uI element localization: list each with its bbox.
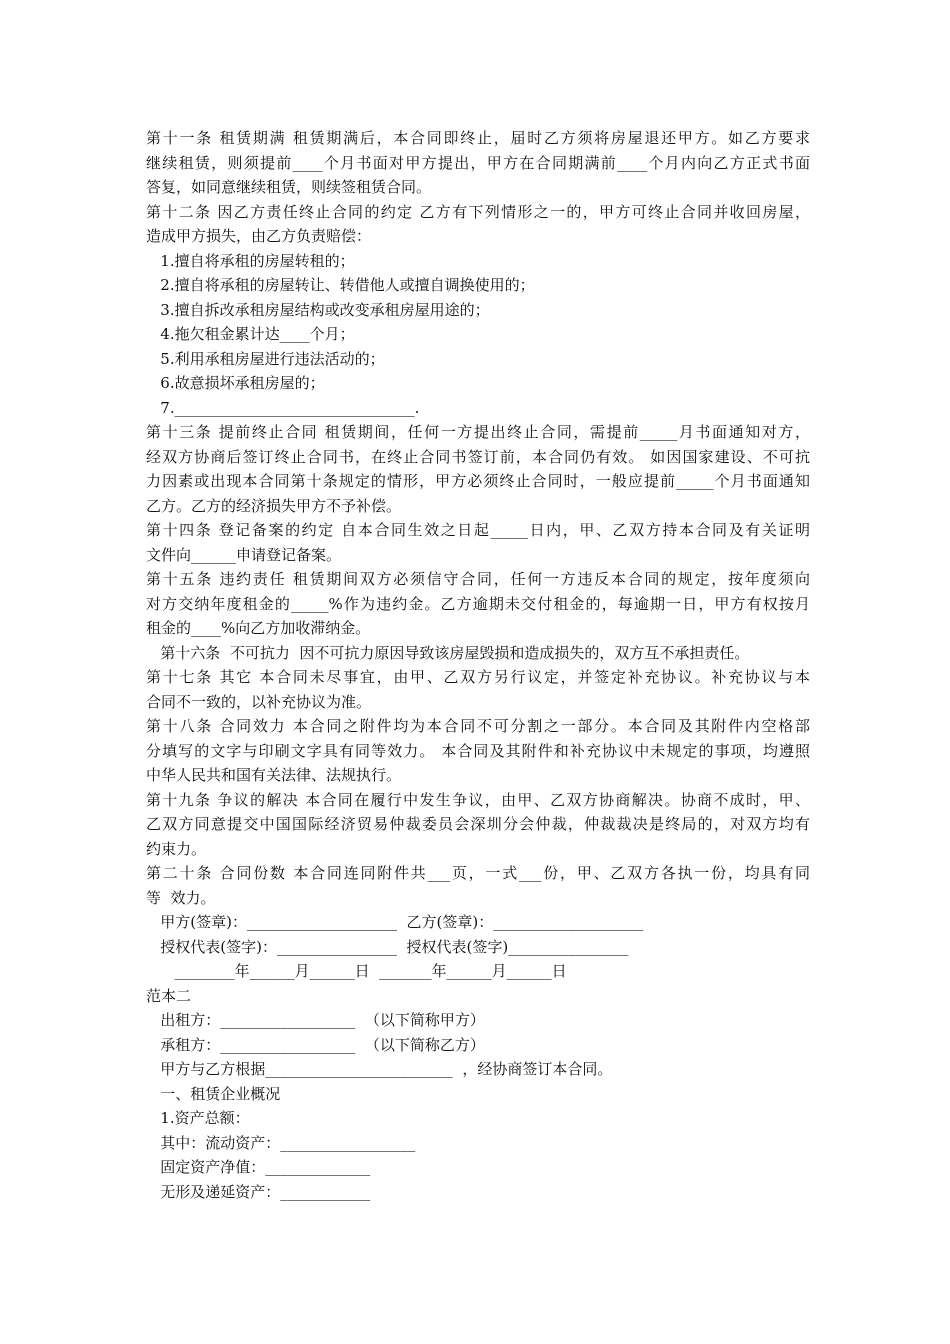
clause-15-line-3: 租金的____%向乙方加收滞纳金。 bbox=[146, 619, 371, 637]
clause-12-item-1: 1.擅自将承租的房屋转租的； bbox=[146, 251, 355, 270]
clause-12-item-7: 7.________________________________. bbox=[146, 398, 420, 417]
signature-representative-line: 授权代表(签字)：________________ 授权代表(签字)________________ bbox=[146, 937, 629, 956]
clause-20-line-2: 等 效力。 bbox=[146, 888, 216, 907]
clause-13-line-4: 乙方。乙方的经济损失甲方不予补偿。 bbox=[146, 496, 402, 515]
template-two-heading: 范本二 bbox=[146, 986, 192, 1005]
signature-date-line: ________年______月______日 _______年______月______日 bbox=[146, 962, 567, 980]
agreement-basis-line: 甲方与乙方根据_________________________ ，经协商签订本合同。 bbox=[146, 1060, 613, 1078]
clause-12-item-4: 4.拖欠租金累计达____个月； bbox=[146, 325, 355, 343]
clause-19-line-1: 第十九条 争议的解决 本合同在履行中发生争议，由甲、乙双方协商解决。协商不成时，甲、 bbox=[146, 790, 810, 809]
clause-12-line-2: 造成甲方损失，由乙方负责赔偿： bbox=[146, 227, 372, 245]
intangible-assets-line: 无形及递延资产：____________ bbox=[146, 1182, 371, 1201]
clause-15-line-1: 第十五条 违约责任 租赁期间双方必须信守合同，任何一方违反本合同的规定，按年度须向 bbox=[146, 570, 810, 588]
current-assets-line: 其中：流动资产：__________________ bbox=[146, 1133, 416, 1152]
clause-19-line-2: 乙双方同意提交中国国际经济贸易仲裁委员会深圳分会仲裁，仲裁裁决是终局的，对双方均有 bbox=[146, 815, 810, 833]
clause-16-line-1: 第十六条 不可抗力 因不可抗力原因导致该房屋毁损和造成损失的，双方互不承担责任。 bbox=[146, 643, 750, 662]
clause-12-line-1: 第十二条 因乙方责任终止合同的约定 乙方有下列情形之一的，甲方可终止合同并收回房屋， bbox=[146, 202, 810, 221]
clause-14-line-2: 文件向______申请登记备案。 bbox=[146, 545, 342, 564]
clause-11-line-2: 继续租赁，则须提前____个月书面对甲方提出，甲方在合同期满前____个月内向乙方正式书面 bbox=[146, 153, 810, 172]
clause-11-line-1: 第十一条 租赁期满 租赁期满后，本合同即终止，届时乙方须将房屋退还甲方。如乙方要求 bbox=[146, 129, 810, 147]
total-assets-line: 1.资产总额： bbox=[146, 1109, 250, 1127]
clause-15-line-2: 对方交纳年度租金的_____%作为违约金。乙方逾期未交付租金的，每逾期一日，甲方有权按月 bbox=[146, 594, 810, 613]
clause-17-line-2: 合同不一致的，以补充协议为准。 bbox=[146, 692, 372, 711]
clause-18-line-2: 分填写的文字与印刷文字具有同等效力。 本合同及其附件和补充协议中未规定的事项，均遵照 bbox=[146, 741, 810, 760]
clause-13-line-1: 第十三条 提前终止合同 租赁期间，任何一方提出终止合同，需提前_____月书面通知对方， bbox=[146, 423, 810, 441]
clause-18-line-3: 中华人民共和国有关法律、法规执行。 bbox=[146, 766, 402, 784]
clause-20-line-1: 第二十条 合同份数 本合同连同附件共___页，一式___份，甲、乙双方各执一份，均具有同 bbox=[146, 864, 810, 882]
signature-seal-line: 甲方(签章)：____________________ 乙方(签章)：____________________ bbox=[146, 913, 644, 931]
fixed-assets-line: 固定资产净值：______________ bbox=[146, 1158, 371, 1176]
clause-12-item-2: 2.擅自将承租的房屋转让、转借他人或擅自调换使用的； bbox=[146, 276, 535, 294]
clause-12-item-6: 6.故意损坏承租房屋的； bbox=[146, 374, 325, 392]
clause-14-line-1: 第十四条 登记备案的约定 自本合同生效之日起_____日内，甲、乙双方持本合同及有关证明 bbox=[146, 521, 810, 539]
clause-13-line-3: 力因素或出现本合同第十条规定的情形，甲方必须终止合同时，一般应提前_____个月书面通知 bbox=[146, 472, 810, 490]
lessee-line: 承租方：__________________ （以下简称乙方） bbox=[146, 1035, 485, 1054]
clause-19-line-3: 约束力。 bbox=[146, 839, 207, 858]
section-one-heading: 一、租赁企业概况 bbox=[146, 1084, 281, 1103]
clause-17-line-1: 第十七条 其它 本合同未尽事宜，由甲、乙双方另行议定，并签定补充协议。补充协议与本 bbox=[146, 668, 810, 686]
clause-11-line-3: 答复，如同意继续租赁，则续签租赁合同。 bbox=[146, 178, 432, 196]
clause-13-line-2: 经双方协商后签订终止合同书，在终止合同书签订前，本合同仍有效。 如因国家建设、不可抗 bbox=[146, 447, 810, 466]
document-page bbox=[146, 126, 810, 1204]
lessor-line: 出租方：__________________ （以下简称甲方） bbox=[146, 1011, 485, 1029]
clause-18-line-1: 第十八条 合同效力 本合同之附件均为本合同不可分割之一部分。本合同及其附件内空格部 bbox=[146, 717, 810, 735]
clause-12-item-5: 5.利用承租房屋进行违法活动的； bbox=[146, 349, 385, 368]
clause-12-item-3: 3.擅自拆改承租房屋结构或改变承租房屋用途的； bbox=[146, 300, 490, 319]
